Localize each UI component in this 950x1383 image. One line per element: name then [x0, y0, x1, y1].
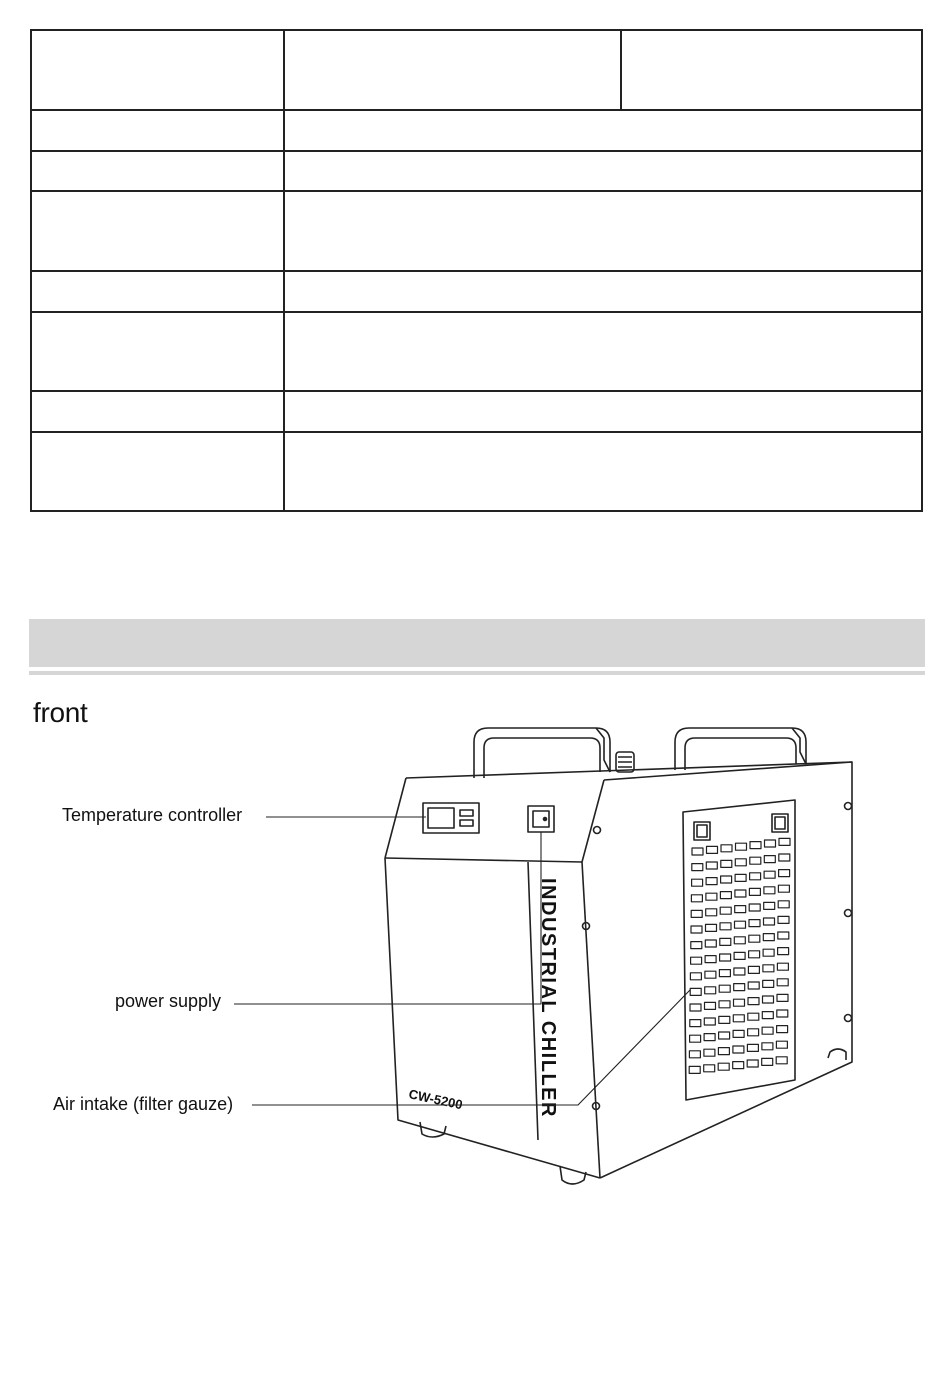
grille-slot [690, 973, 701, 980]
grille-slot [733, 1062, 744, 1069]
grille-slot [778, 916, 789, 923]
grille-slot [777, 1026, 788, 1033]
grille-slot [692, 848, 703, 855]
grille-slot [733, 1030, 744, 1037]
grille-slot [706, 862, 717, 869]
grille-slot [763, 980, 774, 987]
grille-slot [750, 842, 761, 849]
grille-slot [706, 924, 717, 931]
grille-slot [720, 938, 731, 945]
grille-slot [763, 965, 774, 972]
grille-slot [691, 926, 702, 933]
spec-table [30, 29, 923, 512]
grille-slot [719, 1001, 730, 1008]
model-label: CW-5200 [407, 1086, 464, 1113]
temperature-controller-display [423, 803, 479, 833]
table-row [31, 30, 922, 110]
grille-slot [720, 892, 731, 899]
table-cell [621, 30, 922, 110]
grille-slot [777, 994, 788, 1001]
table-cell [31, 432, 284, 511]
grille-slot [778, 885, 789, 892]
grille-slot [705, 971, 716, 978]
grille-slot [719, 970, 730, 977]
grille-slot [690, 1020, 701, 1027]
grille-slot [776, 1057, 787, 1064]
grille-slot [779, 854, 790, 861]
grille-slot [736, 843, 747, 850]
grille-slot [762, 1027, 773, 1034]
grille-slot [691, 957, 702, 964]
grille-slot [704, 1018, 715, 1025]
grille-slot [779, 870, 790, 877]
grille-slot [748, 1029, 759, 1036]
table-cell [284, 312, 922, 391]
table-row [31, 110, 922, 151]
grille-slot [720, 954, 731, 961]
table-cell [284, 30, 621, 110]
grille-slot [707, 846, 718, 853]
grille-slot [692, 879, 703, 886]
grille-slot [776, 1041, 787, 1048]
grille-slot [763, 996, 774, 1003]
view-label: front [33, 697, 88, 728]
grille-slot [764, 856, 775, 863]
grille-slot [763, 934, 774, 941]
grille-slot [735, 890, 746, 897]
grille-slot [720, 907, 731, 914]
table-cell [284, 391, 922, 432]
grille-slot [747, 1044, 758, 1051]
grille-slot [690, 1004, 701, 1011]
grille-slot [748, 998, 759, 1005]
table-cell [31, 110, 284, 151]
grille-slot [735, 874, 746, 881]
grille-slot [690, 1035, 701, 1042]
grille-slot [750, 873, 761, 880]
grille-slot [747, 1060, 758, 1067]
grille-slot [777, 979, 788, 986]
callout-air-intake: Air intake (filter gauze) [53, 1094, 234, 1114]
grille-slot [721, 876, 732, 883]
grille-slot [762, 1058, 773, 1065]
grille-slot [706, 878, 717, 885]
table-cell [31, 191, 284, 271]
grille-slot [749, 951, 760, 958]
grille-slot [778, 948, 789, 955]
grille-slot [706, 909, 717, 916]
grille-slot [735, 906, 746, 913]
grille-slot [749, 904, 760, 911]
grille-slot [690, 988, 701, 995]
power-switch [528, 806, 554, 832]
grille-slot [689, 1066, 700, 1073]
grille-slot [735, 859, 746, 866]
grille-slot [749, 888, 760, 895]
grille-slot [734, 999, 745, 1006]
grille-slot [720, 923, 731, 930]
grille-slot [691, 942, 702, 949]
table-row [31, 432, 922, 511]
table-cell [284, 110, 922, 151]
grille-slot [692, 864, 703, 871]
grille-slot [705, 940, 716, 947]
chiller-front-illustration [0, 690, 950, 1200]
grille-slot [734, 937, 745, 944]
grille-slot [750, 857, 761, 864]
grille-slot [719, 985, 730, 992]
brand-text: INDUSTRIAL CHILLER [537, 878, 559, 1118]
grille-slot [735, 921, 746, 928]
table-cell [31, 312, 284, 391]
grille-slot [734, 952, 745, 959]
section-header-bar [29, 619, 925, 667]
grille-slot [706, 893, 717, 900]
grille-slot [721, 860, 732, 867]
table-cell [284, 271, 922, 312]
grille-slot [749, 935, 760, 942]
grille-slot [733, 1046, 744, 1053]
grille-slot [689, 1051, 700, 1058]
carry-handle-left [474, 728, 610, 778]
table-row [31, 191, 922, 271]
table-row [31, 151, 922, 191]
grille-slot [764, 902, 775, 909]
callout-power-supply: power supply [115, 991, 222, 1011]
grille-slot [691, 895, 702, 902]
table-cell [284, 151, 922, 191]
grille-slot [777, 1010, 788, 1017]
grille-slot [778, 932, 789, 939]
table-cell [31, 30, 284, 110]
grille-slot [734, 968, 745, 975]
grille-slot [705, 956, 716, 963]
grille-slot [705, 987, 716, 994]
grille-slot [748, 1013, 759, 1020]
table-row [31, 271, 922, 312]
grille-slot [718, 1048, 729, 1055]
grille-slot [748, 982, 759, 989]
grille-slot [748, 966, 759, 973]
grille-slot [762, 1043, 773, 1050]
section-divider [29, 671, 925, 675]
grille-slot [764, 918, 775, 925]
grille-slot [721, 845, 732, 852]
grille-slot [691, 910, 702, 917]
table-row [31, 391, 922, 432]
table-cell [284, 191, 922, 271]
grille-slot [764, 871, 775, 878]
grille-slot [733, 1015, 744, 1022]
air-intake-grille [683, 800, 795, 1100]
grille-slot [762, 1012, 773, 1019]
grille-slot [719, 1016, 730, 1023]
grille-slot [763, 949, 774, 956]
table-cell [284, 432, 922, 511]
table-cell [31, 271, 284, 312]
table-cell [31, 391, 284, 432]
machine-feet [420, 1049, 846, 1184]
grille-slot [749, 920, 760, 927]
table-cell [31, 151, 284, 191]
callout-temperature-controller: Temperature controller [62, 805, 243, 825]
grille-slot [764, 887, 775, 894]
grille-slot [718, 1063, 729, 1070]
grille-slot [778, 901, 789, 908]
water-inlet-cap [616, 752, 634, 772]
grille-slot [719, 1032, 730, 1039]
grille-slot [704, 1065, 715, 1072]
grille-slot [777, 963, 788, 970]
grille-slot [779, 838, 790, 845]
grille-slot [765, 840, 776, 847]
grille-slot [704, 1049, 715, 1056]
grille-slot [734, 984, 745, 991]
table-row [31, 312, 922, 391]
grille-slot [704, 1034, 715, 1041]
grille-slot [705, 1002, 716, 1009]
